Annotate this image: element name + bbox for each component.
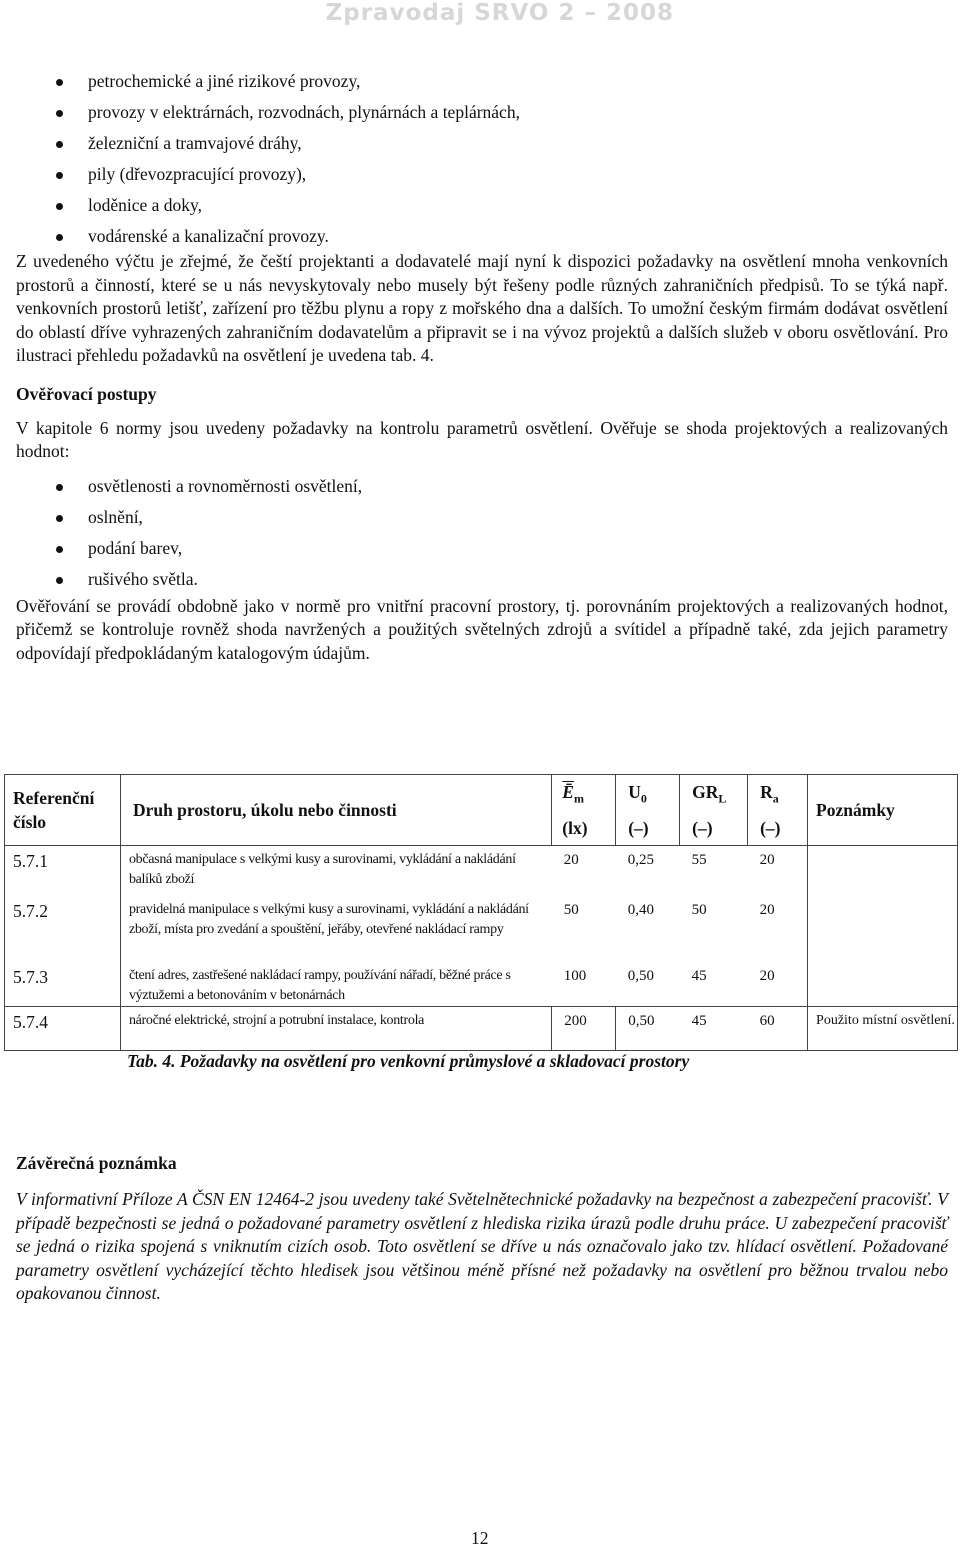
bullet-icon [56,203,63,210]
bullet-icon [56,172,63,179]
list-item: rušivého světla. [16,564,948,595]
header-notes: Poznámky [808,775,958,846]
header-ref: Referenční číslo [5,775,121,846]
bullet-icon [56,79,63,86]
table-row: 5.7.3 čtení adres, zastřešené nakládací rampy, používání nářadí, běžné práce s výztužemi a betonováním v betonárnách 100 0,50 45 20 [5,962,958,1007]
list-item: železniční a tramvajové dráhy, [16,128,948,159]
table-caption: Tab. 4. Požadavky na osvětlení pro venkovní průmyslové a skladovací prostory [127,1051,690,1071]
bullet-icon [56,577,63,584]
paragraph-verification: V kapitole 6 normy jsou uvedeny požadavky na kontrolu parametrů osvětlení. Ověřuje se shoda projektových a realizovaných hodnot: [16,417,948,461]
bullet-icon [56,234,63,241]
list-item: vodárenské a kanalizační provozy. [16,221,948,252]
bullet-icon [56,110,63,117]
header-ra: $R_a$ (–) [748,775,808,846]
header-em: $\overline{Ē}_m$ (lx) [552,775,616,846]
section-title-closing: Závěrečná poznámka [16,1153,177,1173]
list-item: oslnění, [16,502,948,533]
list-item: provozy v elektrárnách, rozvodnách, plynárnách a teplárnách, [16,97,948,128]
list-item: pily (dřevozpracující provozy), [16,159,948,190]
list-item: petrochemické a jiné rizikové provozy, [16,66,948,97]
list-item: osvětlenosti a rovnoměrnosti osvětlení, [16,471,948,502]
table-header-row [5,775,958,846]
header-activity: Druh prostoru, úkolu nebo činnosti [120,775,551,846]
header-grl: $GR_L$ (–) [680,775,748,846]
table-row: 5.7.2 pravidelná manipulace s velkými kusy a surovinami, vykládání a nakládání zboží, místa pro zvedání a spouštění, jeřáby, otevřené nakládací rampy 50 0,40 50 20 [5,896,958,962]
list-item: podání barev, [16,533,948,564]
bullet-icon [56,141,63,148]
bullet-icon [56,546,63,553]
requirements-table [4,774,958,1051]
paragraph-intro: Z uvedeného výčtu je zřejmé, že čeští projektanti a dodavatelé mají nyní k dispozici požadavky na osvětlení mnoha venkovních prostorů a činností, které se u nás nevyskytovaly nebo musely být řešeny podle různých zahraničních předpisů. To se týká např. venkovních prostorů letišť, zařízení pro těžbu plynu a ropy z mořského dna a dalších. To umožní českým firmám dodávat osvětlení do oblastí dříve vyhrazených zahraničním dodavatelům a připravit se i na vývoz projektů a dalších služeb v oboru osvětlování. Pro ilustraci přehledu požadavků na osvětlení je uvedena tab. 4. [16,251,948,365]
list-item: loděnice a doky, [16,190,948,221]
paragraph-procedure: Ověřování se provádí obdobně jako v normě pro vnitřní pracovní prostory, tj. porovnáním projektových a realizovaných hodnot, přičemž se kontroluje rovněž shoda navržených a použitých světelných zdrojů a svítidel a případně také, zda jejich parametry odpovídají předpokládaným katalogovým údajům. [16,595,948,663]
newsletter-header: Zpravodaj SRVO 2 – 2008 [325,0,674,26]
bullet-icon [56,515,63,522]
main-content [16,66,948,665]
paragraph-closing: V informativní Příloze A ČSN EN 12464-2 jsou uvedeny také Světelnětechnické požadavky na bezpečnost a zabezpečení pracovišť. V případě bezpečnosti se jedná o požadované parametry osvětlení z hlediska rizika úrazů podle druhu práce. U zabezpečení pracovišť se jedná o rizika spojená s vniknutím cizích osob. Toto osvětlení se dříve u nás označovalo jako tzv. hlídací osvětlení. Požadované parametry osvětlení vycházející těchto hledisek jsou většinou méně přísné než požadavky na osvětlení pro běžnou trvalou nebo opakovanou činnost. [16,1189,948,1303]
section-title-verification: Ověřovací postupy [16,383,157,404]
bullet-list-parameters [16,471,948,595]
header-u0: $U_0$ (–) [616,775,680,846]
table-row: 5.7.4 náročné elektrické, strojní a potrubní instalace, kontrola 200 0,50 45 60 Použito místní osvětlení. [5,1007,958,1051]
bullet-icon [56,484,63,491]
table-row: 5.7.1 občasná manipulace s velkými kusy a surovinami, vykládání a nakládání balíků zboží 20 0,25 55 20 [5,846,958,896]
bullet-list-top [16,66,948,252]
page-number: 12 [471,1528,489,1548]
